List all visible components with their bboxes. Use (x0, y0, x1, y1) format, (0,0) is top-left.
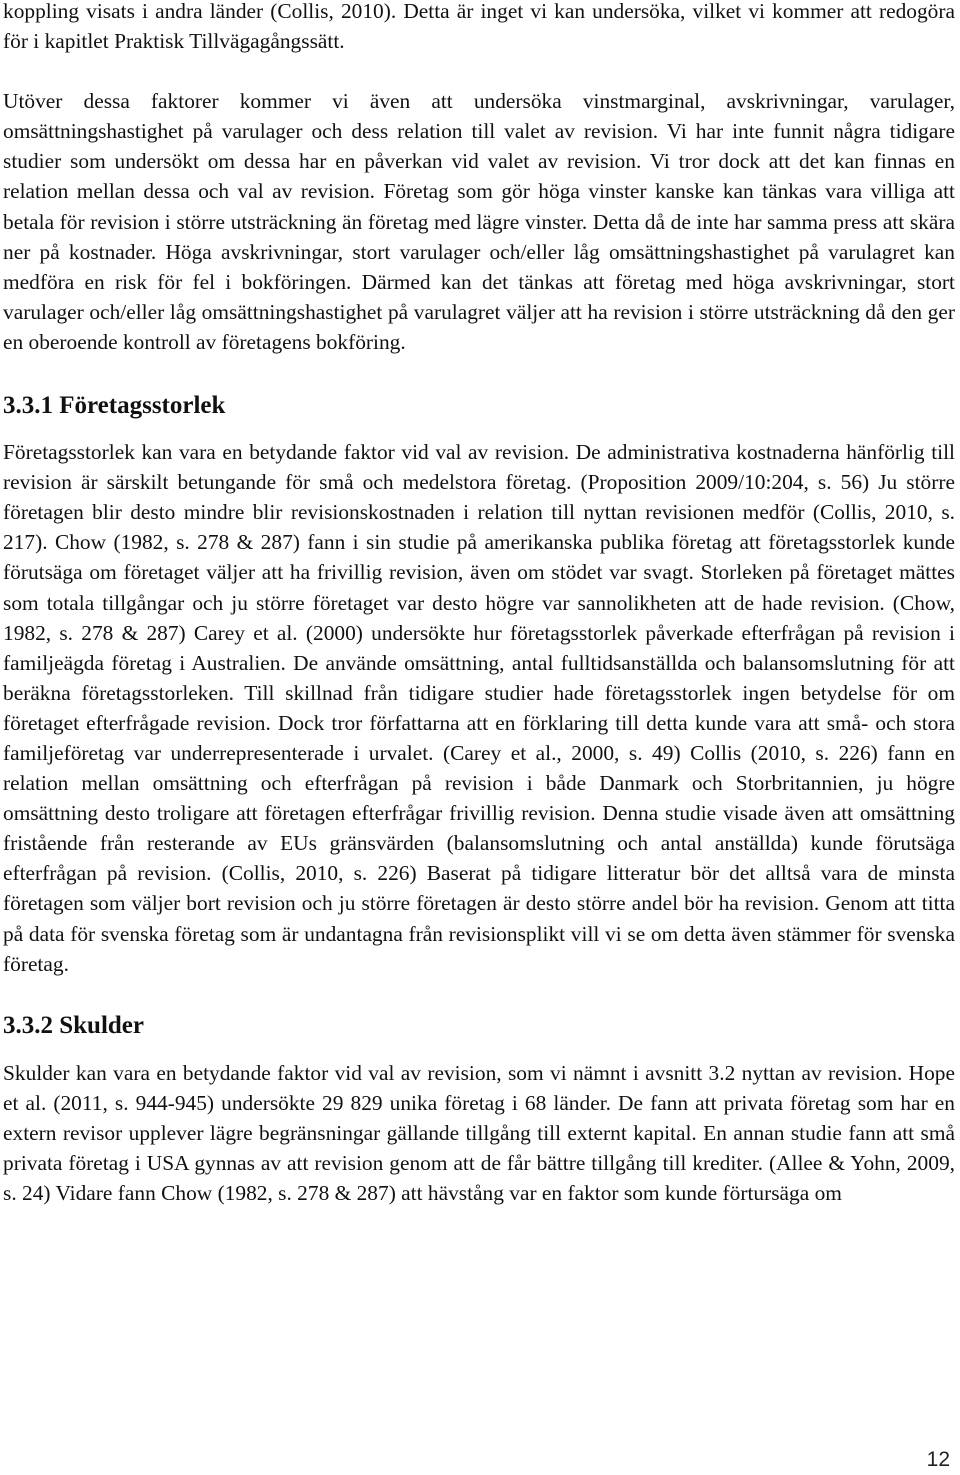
paragraph-skulder: Skulder kan vara en betydande faktor vid val av revision, som vi nämnt i avsnitt 3.2 nyttan av revision. Hope et al. (2011, s. 944-945) undersökte 29 829 unika företag i 68 länder. De fann att privata företag som har en extern revisor upplever lägre begränsningar gällande tillgång till externt kapital. En annan studie fann att små privata företag i USA gynnas av att revision genom att de får bättre tillgång till krediter. (Allee & Yohn, 2009, s. 24) Vidare fann Chow (1982, s. 278 & 287) att hävstång var en faktor som kunde förtursäga om (3, 1060, 955, 1206)
paragraph-foretagsstorlek: Företagsstorlek kan vara en betydande faktor vid val av revision. De administrativa kostnaderna hänförlig till revision är särskilt betungande för små och medelstora företag. (Proposition 2009/10:204, s. 56) Ju större företagen blir desto mindre blir revisionskostnaden i relation till nyttan revisionen medför (Collis, 2010, s. 217). Chow (1982, s. 278 & 287) fann i sin studie på amerikanska publika företag att företagsstorlek kunde förutsäga om företaget väljer att ha frivillig revision, även om stödet var svagt. Storleken på företaget mättes som totala tillgångar och ju större företaget var desto högre var sannolikheten att de hade revision. (Chow, 1982, s. 278 & 287) Carey et al. (2000) undersökte hur företagsstorlek påverkade efterfrågan på revision i familjeägda företag i Australien. De använde omsättning, antal fulltidsanställda och balansomslutning för att beräkna företagsstorleken. Till skillnad från tidigare studier hade företagsstorlek ingen betydelse för om företaget efterfrågade revision. Dock tror författarna att en förklaring till detta kunde vara att små- och stora familjeföretag var underrepresenterade i urvalet. (Carey et al., 2000, s. 49) Collis (2010, s. 226) fann en relation mellan omsättning och efterfrågan på revision i både Danmark och Storbritannien, ju högre omsättning desto troligare att företagen efterfrågar frivillig revision. Denna studie visade även att omsättning fristående från resterande av EUs gränsvärden (balansomslutning och antal anställda) kunde förutsäga efterfrågan på revision. (Collis, 2010, s. 226) Baserat på tidigare litteratur bör det alltså vara de minsta företagen som väljer bort revision och ju större företagen är desto större andel bör ha revision. Genom att titta på data för svenska företag som är undantagna från revisionsplikt vill vi se om detta även stämmer för svenska företag. (3, 440, 955, 976)
paragraph-intro-continuation: koppling visats i andra länder (Collis, 2010). Detta är inget vi kan undersöka, vilket vi kommer att redogöra för i kapitlet Praktisk Tillvägagångssätt. (3, 0, 955, 54)
paragraph-additional-factors: Utöver dessa faktorer kommer vi även att undersöka vinstmarginal, avskrivningar, varulager, omsättningshastighet på varulager och dess relation till valet av revision. Vi har inte funnit några tidigare studier som undersökt om dessa har en påverkan vid valet av revision. Vi tror dock att det kan finnas en relation mellan dessa och val av revision. Företag som gör höga vinster kanske kan tänkas vara villiga att betala för revision i större utsträckning än företag med lägre vinster. Detta då de inte har samma press att skära ner på kostnader. Höga avskrivningar, stort varulager och/eller låg omsättningshastighet på varulagret kan medföra en risk för fel i bokföringen. Därmed kan det tänkas att företag med höga avskrivningar, stort varulager och/eller låg omsättningshastighet på varulagret väljer att ha revision i större utsträckning då den ger en oberoende kontroll av företagens bokföring. (3, 89, 955, 354)
document-page (3, 0, 955, 1208)
section-heading-skulder: 3.3.2 Skulder (3, 1011, 145, 1039)
page-number: 12 (926, 1448, 950, 1471)
section-heading-foretagsstorlek: 3.3.1 Företagsstorlek (3, 392, 226, 420)
